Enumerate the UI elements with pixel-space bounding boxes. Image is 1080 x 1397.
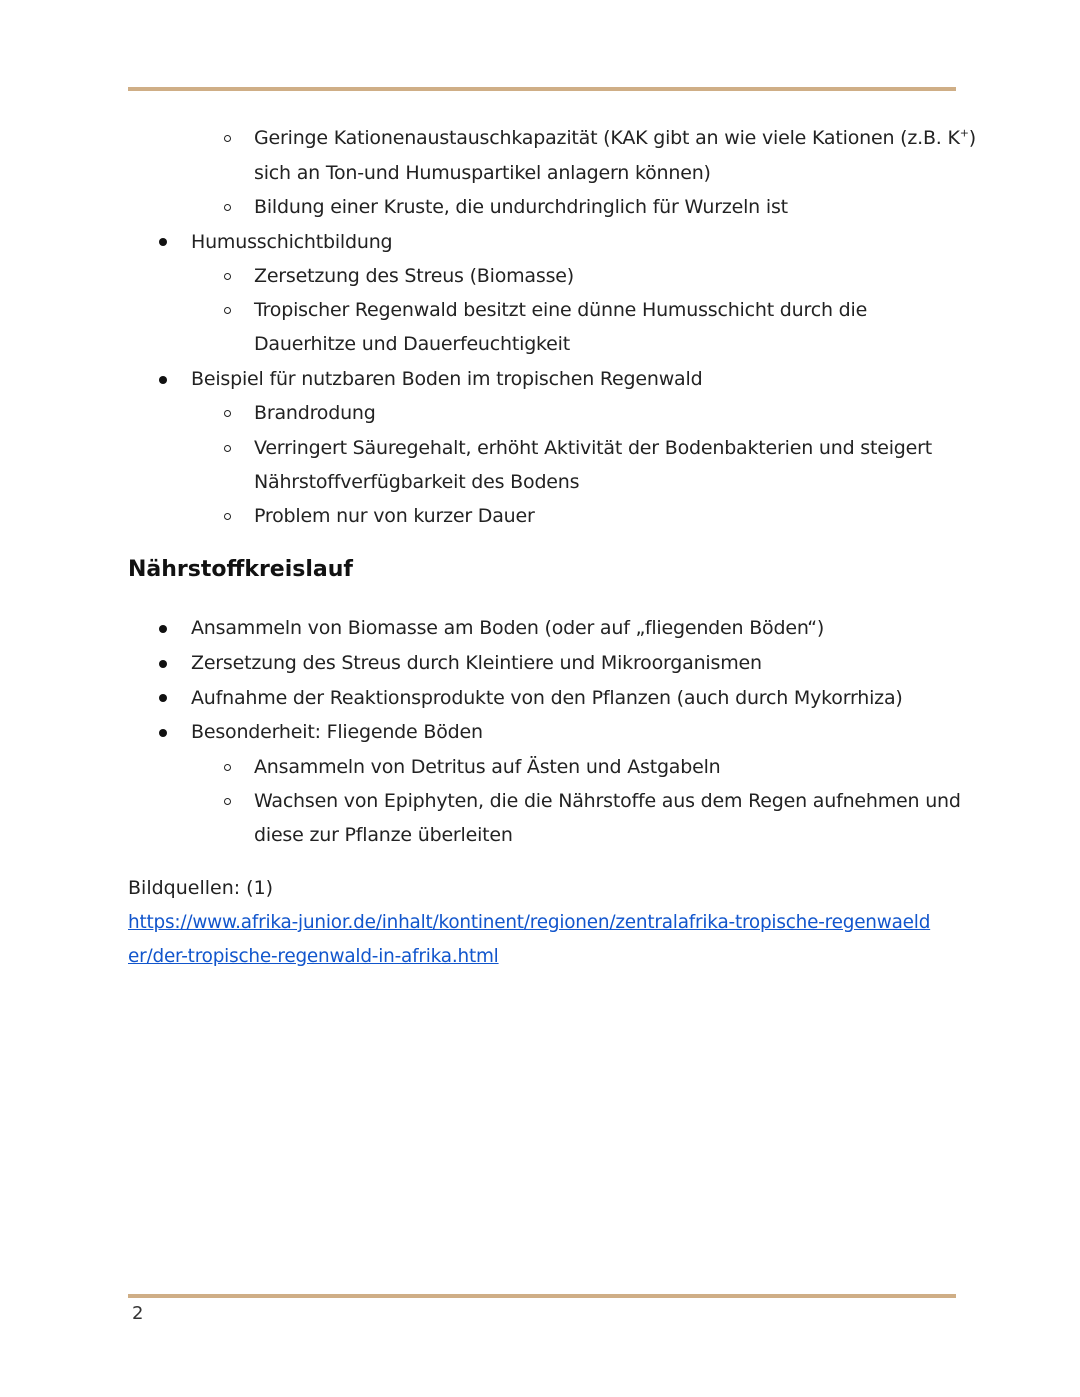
page-number: 2	[132, 1303, 144, 1324]
list-item: Zersetzung des Streus durch Kleintiere und Mikroorganismen	[191, 652, 762, 674]
list-item: Humusschichtbildung	[191, 231, 393, 253]
list-item-continuation: Dauerhitze und Dauerfeuchtigkeit	[254, 333, 570, 355]
list-item: Ansammeln von Biomasse am Boden (oder auf „fliegenden Böden“)	[191, 617, 825, 639]
bullet-icon	[159, 238, 167, 246]
sub-bullet-icon	[224, 135, 231, 142]
list-item: Wachsen von Epiphyten, die die Nährstoffe aus dem Regen aufnehmen und	[254, 790, 961, 812]
sub-bullet-icon	[224, 764, 231, 771]
sub-bullet-icon	[224, 798, 231, 805]
list-item-text: Geringe Kationenaustauschkapazität (KAK gibt an wie viele Kationen (z.B. K	[254, 127, 960, 149]
sub-bullet-icon	[224, 273, 231, 280]
list-item: Ansammeln von Detritus auf Ästen und Astgabeln	[254, 756, 721, 778]
list-item: Beispiel für nutzbaren Boden im tropischen Regenwald	[191, 368, 703, 390]
bullet-icon	[159, 625, 167, 633]
footer-rule	[128, 1294, 956, 1298]
list-item	[254, 125, 976, 151]
list-item: Problem nur von kurzer Dauer	[254, 505, 535, 527]
list-item: Aufnahme der Reaktionsprodukte von den Pflanzen (auch durch Mykorrhiza)	[191, 687, 903, 709]
superscript: +	[959, 126, 969, 140]
image-sources-label: Bildquellen: (1)	[128, 877, 274, 899]
sub-bullet-icon	[224, 204, 231, 211]
sub-bullet-icon	[224, 410, 231, 417]
bullet-icon	[159, 694, 167, 702]
list-item: Tropischer Regenwald besitzt eine dünne Humusschicht durch die	[254, 299, 868, 321]
bullet-icon	[159, 729, 167, 737]
list-item-text: )	[968, 127, 976, 149]
list-item: Verringert Säuregehalt, erhöht Aktivität der Bodenbakterien und steigert	[254, 437, 933, 459]
sub-bullet-icon	[224, 513, 231, 520]
list-item: Bildung einer Kruste, die undurchdringlich für Wurzeln ist	[254, 196, 788, 218]
bullet-icon	[159, 660, 167, 668]
header-rule	[128, 87, 956, 91]
list-item: Besonderheit: Fliegende Böden	[191, 721, 483, 743]
list-item-continuation: sich an Ton-und Humuspartikel anlagern können)	[254, 162, 711, 184]
list-item: Brandrodung	[254, 402, 376, 424]
sub-bullet-icon	[224, 307, 231, 314]
list-item-continuation: diese zur Pflanze überleiten	[254, 824, 513, 846]
list-item-continuation: Nährstoffverfügbarkeit des Bodens	[254, 471, 580, 493]
section-heading: Nährstoffkreislauf	[128, 557, 353, 582]
source-link[interactable]: https://www.afrika-junior.de/inhalt/kontinent/regionen/zentralafrika-tropische-regenwaeld	[128, 912, 931, 933]
bullet-icon	[159, 376, 167, 384]
list-item: Zersetzung des Streus (Biomasse)	[254, 265, 574, 287]
sub-bullet-icon	[224, 445, 231, 452]
source-link-continuation[interactable]: er/der-tropische-regenwald-in-afrika.html	[128, 946, 499, 967]
